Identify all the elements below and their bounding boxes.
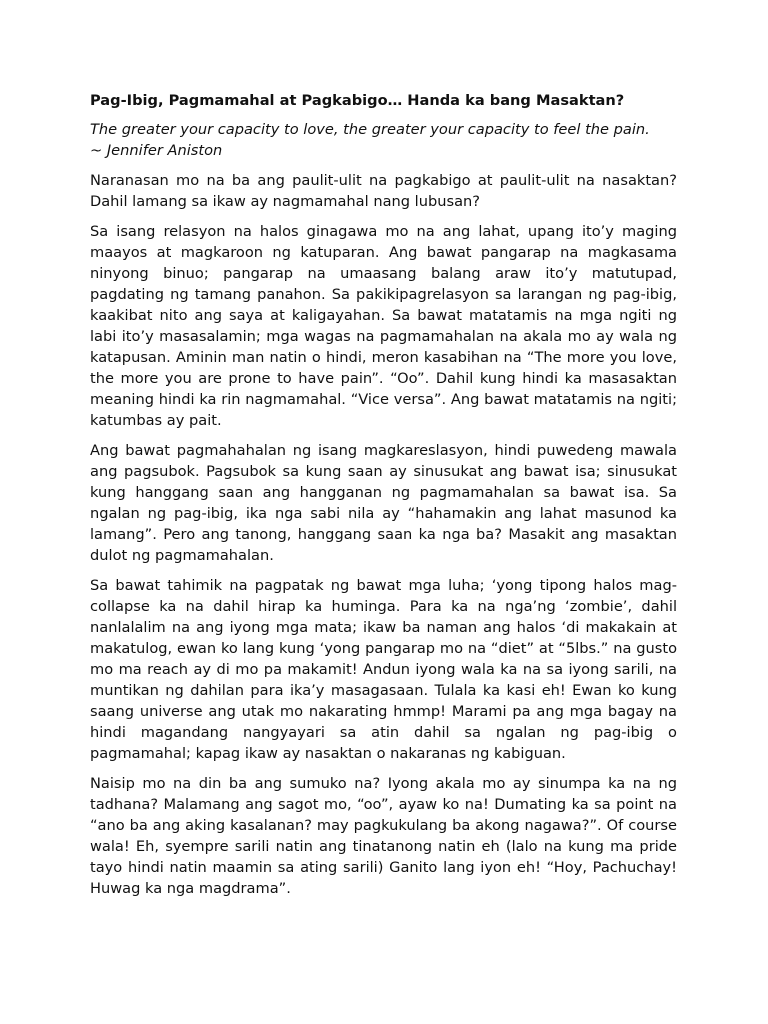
paragraph-4: Sa bawat tahimik na pagpatak ng bawat mga luha; ‘yong tipong halos mag-collapse ka na dahil hirap ka huminga. Para ka na nga’ng ‘zombie’, dahil nanlalalim na ang iyong mga mata; ikaw ba naman ang halos ‘di makakain at makatulog, ewan ko lang kung ‘yong pangarap mo na “diet” at “5lbs.” na gusto mo ma reach ay di mo pa makamit! Andun iyong wala ka na sa iyong sarili, na muntikan ng dahilan para ika’y masagasaan. Tulala ka kasi eh! Ewan ko kung saang universe ang utak mo nakarating hmmp! Marami pa ang mga bagay na hindi magandang nangyayari sa atin dahil sa ngalan ng pag-ibig o pagmamahal; kapag ikaw ay nasaktan o nakaranas ng kabiguan.	[90, 577, 677, 762]
paragraph-5: Naisip mo na din ba ang sumuko na? Iyong akala mo ay sinumpa ka na ng tadhana? Malamang ang sagot mo, “oo”, ayaw ko na! Dumating ka sa point na “ano ba ang aking kasalanan? may pagkukulang ba akong nagawa?”. Of course wala! Eh, syempre sarili natin ang tinatanong natin eh (lalo na kung ma pride tayo hindi natin maamin sa ating sarili) Ganito lang iyon eh! “Hoy, Pachuchay! Huwag ka nga magdrama”.	[90, 775, 677, 897]
quote-text: The greater your capacity to love, the greater your capacity to feel the pain.	[90, 121, 650, 138]
epigraph-quote	[90, 119, 677, 161]
document-title: Pag-Ibig, Pagmamahal at Pagkabigo… Handa ka bang Masaktan?	[90, 92, 625, 109]
quote-attribution: ~ Jennifer Aniston	[90, 142, 223, 159]
paragraph-3: Ang bawat pagmahahalan ng isang magkareslasyon, hindi puwedeng mawala ang pagsubok. Pagsubok sa kung saan ay sinusukat ang bawat isa; sinusukat kung hanggang saan ang hangganan ng pagmamahalan sa bawat isa. Sa ngalan ng pag-ibig, ika nga sabi nila ay “hahamakin ang lahat masunod ka lamang”. Pero ang tanong, hanggang saan ka nga ba? Masakit ang masaktan dulot ng pagmamahalan.	[90, 442, 677, 564]
paragraph-1: Naranasan mo na ba ang paulit-ulit na pagkabigo at paulit-ulit na nasaktan? Dahil lamang sa ikaw ay nagmamahal nang lubusan?	[90, 172, 677, 210]
document-page	[90, 90, 677, 908]
paragraph-2: Sa isang relasyon na halos ginagawa mo na ang lahat, upang ito’y maging maayos at magkaroon ng katuparan. Ang bawat pangarap na magkasama ninyong binuo; pangarap na umaasang balang araw ito’y matutupad, pagdating ng tamang panahon. Sa pakikipagrelasyon sa larangan ng pag-ibig, kaakibat nito ang saya at kaligayahan. Sa bawat matatamis na mga ngiti ng labi ito’y masasalamin; mga wagas na pagmamahalan na akala mo ay wala ng katapusan. Aminin man natin o hindi, meron kasabihan na “The more you love, the more you are prone to have pain”. “Oo”. Dahil kung hindi ka masasaktan meaning hindi ka rin nagmamahal. “Vice versa”. Ang bawat matatamis na ngiti; katumbas ay pait.	[90, 223, 677, 429]
